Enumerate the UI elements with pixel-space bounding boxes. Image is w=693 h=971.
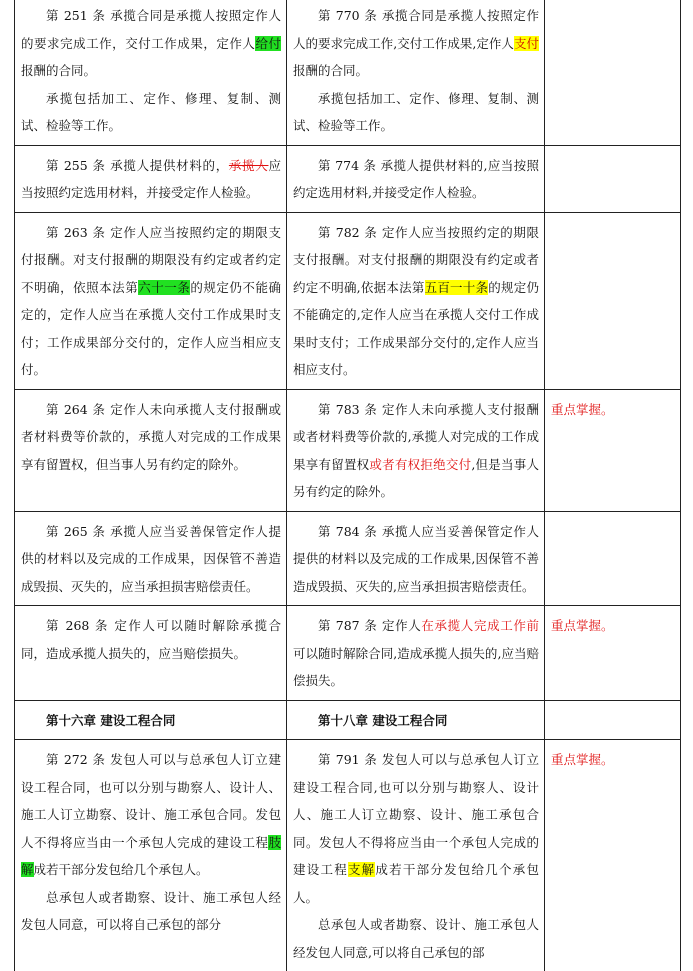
table-row (15, 145, 681, 212)
new-law-cell (287, 740, 545, 971)
note-cell (545, 212, 681, 389)
article-text: 承揽包括加工、定作、修理、复制、测试、检验等工作。 (293, 85, 539, 140)
article-text: 第 774 条 承揽人提供材料的,应当按照约定选用材料,并接受定作人检验。 (293, 152, 539, 207)
new-law-cell (287, 511, 545, 606)
note-cell (545, 511, 681, 606)
article-text: 第 784 条 承揽人应当妥善保管定作人提供的材料以及完成的工作成果,因保管不善造成毁损、灭失的,应当承担损害赔偿责任。 (293, 518, 539, 601)
note-cell (545, 606, 681, 701)
new-law-cell (287, 0, 545, 145)
note-cell (545, 0, 681, 145)
article-text: 第 268 条 定作人可以随时解除承揽合同，造成承揽人损失的，应当赔偿损失。 (21, 612, 281, 667)
new-law-cell (287, 145, 545, 212)
article-text: 第 264 条 定作人未向承揽人支付报酬或者材料费等价款的，承揽人对完成的工作成果享有留置权，但当事人另有约定的除外。 (21, 396, 281, 479)
article-text: 第 272 条 发包人可以与总承包人订立建设工程合同，也可以分别与勘察人、设计人、施工人订立勘察、设计、施工承包合同。发包人不得将应当由一个承包人完成的建设工程肢解成若干部分发包给几个承包人。 (21, 746, 281, 884)
article-text: 第 255 条 承揽人提供材料的，承揽人应当按照约定选用材料，并接受定作人检验。 (21, 152, 281, 207)
table-row (15, 511, 681, 606)
old-law-cell (15, 145, 287, 212)
highlight-change: 给付 (255, 36, 281, 51)
new-law-cell (287, 212, 545, 389)
article-text: 总承包人或者勘察、设计、施工承包人经发包人同意,可以将自己承包的部 (293, 911, 539, 966)
article-text: 第 265 条 承揽人应当妥善保管定作人提供的材料以及完成的工作成果，因保管不善造成毁损、灭失的，应当承担损害赔偿责任。 (21, 518, 281, 601)
added-text: 或者有权拒绝交付 (369, 457, 471, 472)
table-row (15, 0, 681, 145)
old-law-cell (15, 0, 287, 145)
article-text: 总承包人或者勘察、设计、施工承包人经发包人同意，可以将自己承包的部分 (21, 884, 281, 939)
table-row (15, 212, 681, 389)
deleted-text: 承揽人 (229, 158, 269, 173)
old-law-cell (15, 740, 287, 971)
note-cell (545, 700, 681, 740)
old-law-cell (15, 511, 287, 606)
note-cell (545, 145, 681, 212)
old-chapter-heading: 第十六章 建设工程合同 (15, 700, 287, 740)
key-point-note: 重点掌握。 (551, 746, 675, 774)
article-text: 第 787 条 定作人在承揽人完成工作前可以随时解除合同,造成承揽人损失的,应当赔偿损失。 (293, 612, 539, 695)
article-text: 第 782 条 定作人应当按照约定的期限支付报酬。对支付报酬的期限没有约定或者约定不明确,依据本法第五百一十条的规定仍不能确定的,定作人应当在承揽人交付工作成果时支付；工作成果部分交付的,定作人应当相应支付。 (293, 219, 539, 384)
article-text: 第 783 条 定作人未向承揽人支付报酬或者材料费等价款的,承揽人对完成的工作成果享有留置权或者有权拒绝交付,但是当事人另有约定的除外。 (293, 396, 539, 506)
comparison-table (14, 0, 681, 971)
highlight-change: 支解 (348, 862, 375, 877)
old-law-cell (15, 389, 287, 511)
new-chapter-heading: 第十八章 建设工程合同 (287, 700, 545, 740)
chapter-row (15, 700, 681, 740)
article-text: 第 791 条 发包人可以与总承包人订立建设工程合同,也可以分别与勘察人、设计人、施工人订立勘察、设计、施工承包合同。发包人不得将应当由一个承包人完成的建设工程支解成若干部分发包给几个承包人。 (293, 746, 539, 911)
table-row (15, 389, 681, 511)
article-text: 承揽包括加工、定作、修理、复制、测试、检验等工作。 (21, 85, 281, 140)
new-law-cell (287, 389, 545, 511)
highlight-change: 肢解 (21, 835, 281, 878)
article-text: 第 770 条 承揽合同是承揽人按照定作人的要求完成工作,交付工作成果,定作人支付报酬的合同。 (293, 2, 539, 85)
article-text: 第 251 条 承揽合同是承揽人按照定作人的要求完成工作，交付工作成果，定作人给付报酬的合同。 (21, 2, 281, 85)
note-cell (545, 740, 681, 971)
old-law-cell (15, 606, 287, 701)
table-row (15, 740, 681, 971)
table-row (15, 606, 681, 701)
added-text: 在承揽人完成工作前 (421, 618, 539, 633)
highlight-change: 六十一条 (138, 280, 190, 295)
article-text: 第 263 条 定作人应当按照约定的期限支付报酬。对支付报酬的期限没有约定或者约定不明确，依照本法第六十一条的规定仍不能确定的，定作人应当在承揽人交付工作成果时支付；工作成果部分交付的，定作人应当相应支付。 (21, 219, 281, 384)
note-cell (545, 389, 681, 511)
old-law-cell (15, 212, 287, 389)
new-law-cell (287, 606, 545, 701)
key-point-note: 重点掌握。 (551, 612, 675, 640)
highlight-change: 五百一十条 (425, 280, 489, 295)
highlight-change: 支付 (514, 36, 539, 51)
key-point-note: 重点掌握。 (551, 396, 675, 424)
